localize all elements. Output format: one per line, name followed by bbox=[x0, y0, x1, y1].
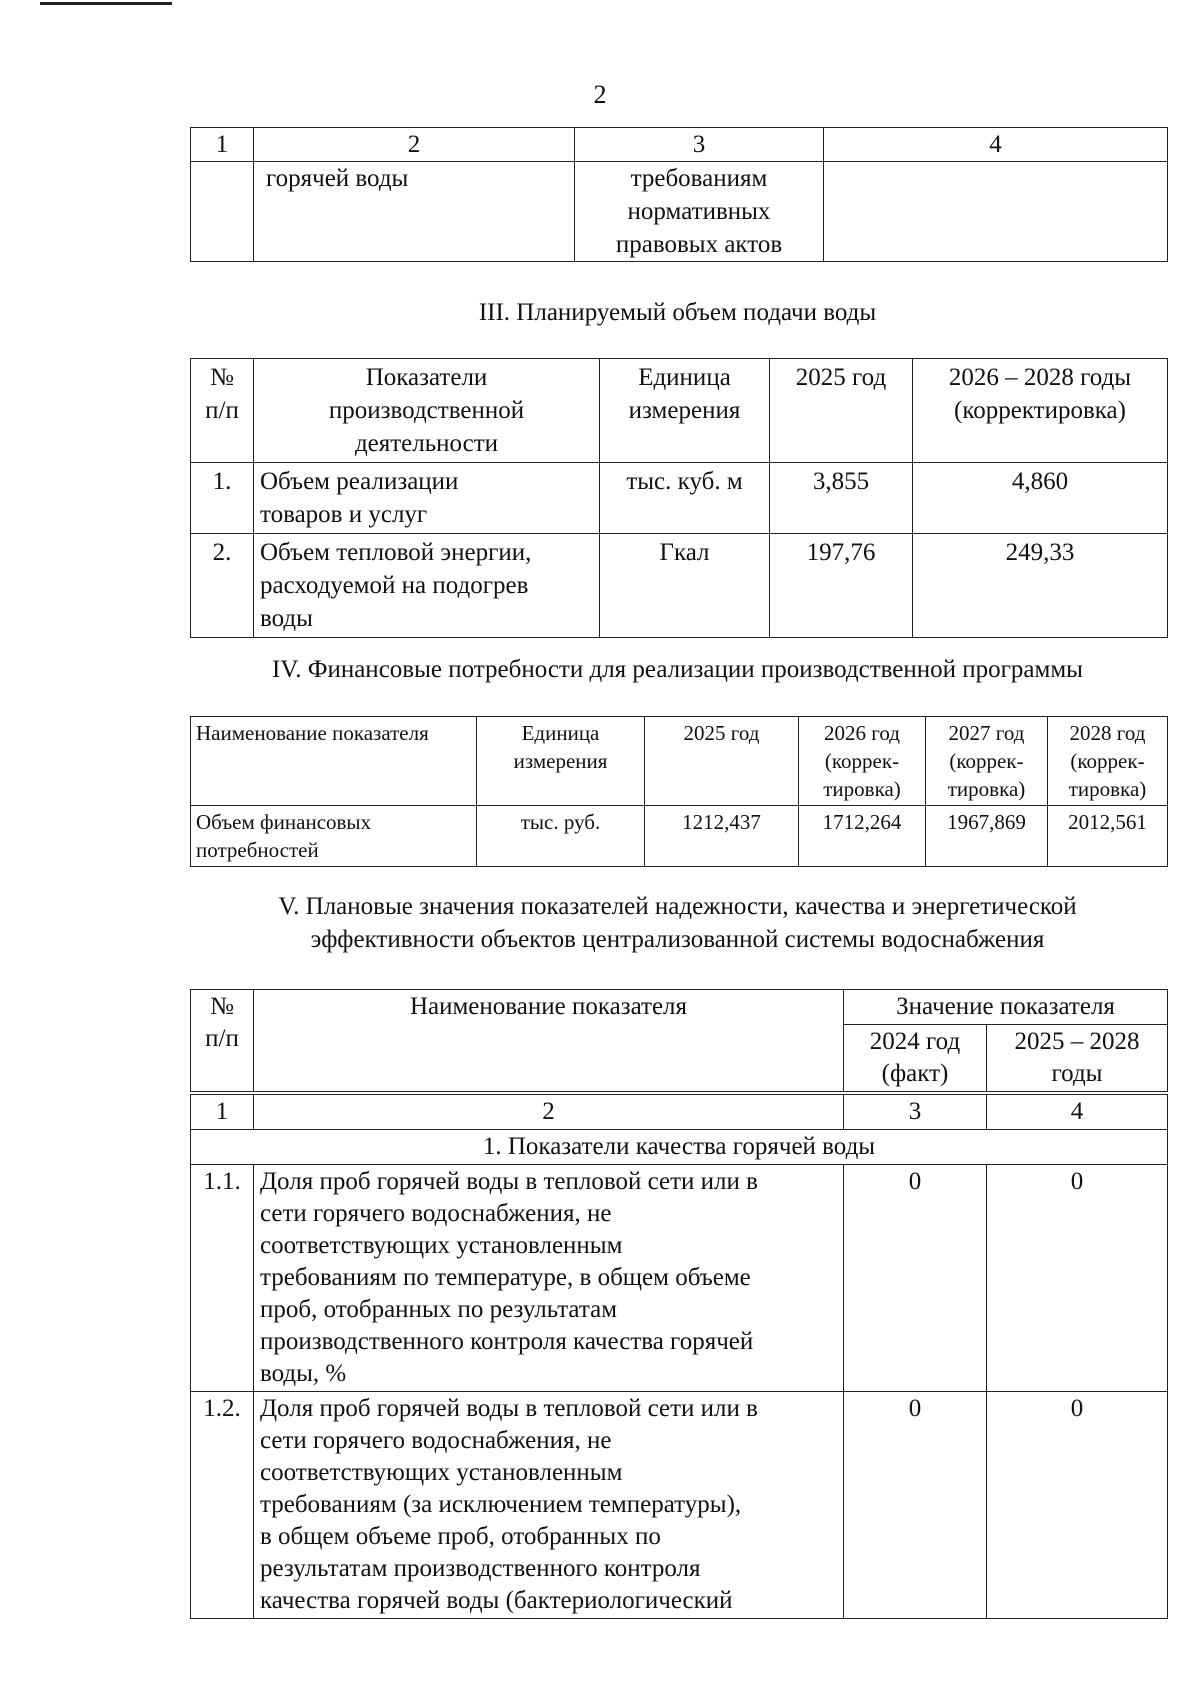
header-line: 2024 год bbox=[869, 1028, 961, 1055]
cell-text: горячей воды bbox=[254, 162, 575, 262]
cell-line: требованиям (за исключением температуры), bbox=[260, 1491, 742, 1518]
header-line: (коррек- bbox=[949, 749, 1024, 773]
header-name: Наименование показателя bbox=[254, 990, 844, 1094]
header-line: деятельности bbox=[354, 430, 499, 457]
header-line: измерения bbox=[628, 397, 741, 424]
cell-line: сети горячего водоснабжения, не bbox=[260, 1427, 612, 1454]
header-num bbox=[191, 990, 254, 1094]
cell-line: Доля проб горячей воды в тепловой сети или в bbox=[260, 1395, 758, 1422]
header-2025: 2025 год bbox=[645, 717, 799, 806]
header-2027 bbox=[926, 717, 1048, 806]
header-line: тировка) bbox=[947, 777, 1026, 801]
header-num bbox=[191, 359, 254, 463]
row-value-2025: 1212,437 bbox=[645, 806, 799, 867]
row-value-2028: 2012,561 bbox=[1048, 806, 1168, 867]
row-value-2024: 0 bbox=[844, 1165, 987, 1392]
row-num: 1. bbox=[191, 463, 254, 534]
table-header-row bbox=[191, 128, 1168, 162]
row-unit: Гкал bbox=[600, 534, 770, 638]
table-header-row bbox=[191, 990, 1168, 1025]
header-2025: 2025 год bbox=[770, 359, 913, 463]
cell-line: нормативных bbox=[627, 198, 771, 225]
table-header-row bbox=[191, 717, 1168, 806]
header-line: 2027 год bbox=[948, 721, 1025, 745]
row-value-2025-2028: 0 bbox=[987, 1165, 1168, 1392]
cell-line: Доля проб горячей воды в тепловой сети или в bbox=[260, 1168, 758, 1195]
row-num: 1.1. bbox=[191, 1165, 254, 1392]
cell-text bbox=[575, 162, 824, 262]
header-line: Единица bbox=[521, 721, 600, 745]
header-2025-2028 bbox=[987, 1025, 1168, 1094]
table-header-row bbox=[191, 359, 1168, 463]
header-2024 bbox=[844, 1025, 987, 1094]
header-2026-2028 bbox=[913, 359, 1168, 463]
header-line: (корректировка) bbox=[954, 397, 1126, 424]
header-line: п/п bbox=[205, 1025, 239, 1052]
header-unit bbox=[600, 359, 770, 463]
table-row bbox=[191, 806, 1168, 867]
cell-line: соответствующих установленным bbox=[260, 1232, 623, 1259]
section4-title: IV. Финансовые потребности для реализации производственной программы bbox=[272, 656, 1083, 683]
header-line: № bbox=[210, 364, 234, 391]
header-value-group: Значение показателя bbox=[844, 990, 1168, 1025]
header-line: измерения bbox=[513, 749, 608, 773]
cell-line: Объем финансовых bbox=[196, 810, 372, 834]
col-number: 2 bbox=[254, 128, 575, 162]
col-number: 1 bbox=[191, 1093, 254, 1130]
row-value-2025-2028: 0 bbox=[987, 1392, 1168, 1619]
cell-line: сети горячего водоснабжения, не bbox=[260, 1200, 612, 1227]
cell-line: в общем объеме проб, отобранных по bbox=[260, 1523, 661, 1550]
group-title: 1. Показатели качества горячей воды bbox=[191, 1130, 1168, 1165]
title-line: V. Плановые значения показателей надежности, качества и энергетической bbox=[278, 893, 1077, 920]
row-num: 1.2. bbox=[191, 1392, 254, 1619]
cell-line: расходуемой на подогрев bbox=[260, 572, 529, 599]
cell-line: качества горячей воды (бактериологический bbox=[260, 1587, 733, 1614]
corner-mark bbox=[40, 2, 172, 5]
continuation-table bbox=[190, 127, 1168, 262]
table-row bbox=[191, 162, 1168, 262]
header-2028 bbox=[1048, 717, 1168, 806]
section5-table bbox=[190, 989, 1168, 1619]
row-value-2027: 1967,869 bbox=[926, 806, 1048, 867]
page-number: 2 bbox=[593, 80, 607, 109]
row-value-2025: 197,76 bbox=[770, 534, 913, 638]
header-line: производственной bbox=[328, 397, 525, 424]
col-number: 1 bbox=[191, 128, 254, 162]
cell-line: товаров и услуг bbox=[260, 501, 428, 528]
cell-line: производственного контроля качества горячей bbox=[260, 1328, 754, 1355]
header-line: годы bbox=[1051, 1060, 1103, 1087]
row-name bbox=[254, 463, 600, 534]
section3-table bbox=[190, 358, 1168, 638]
header-unit bbox=[477, 717, 645, 806]
row-name bbox=[254, 1165, 844, 1392]
cell-line: проб, отобранных по результатам bbox=[260, 1296, 618, 1323]
col-number: 4 bbox=[824, 128, 1168, 162]
row-unit: тыс. куб. м bbox=[600, 463, 770, 534]
row-name bbox=[191, 806, 477, 867]
header-line: тировка) bbox=[1068, 777, 1147, 801]
cell-line: требованиям bbox=[630, 165, 768, 192]
cell-empty bbox=[191, 162, 254, 262]
table-row bbox=[191, 1392, 1168, 1619]
cell-line: правовых актов bbox=[615, 231, 783, 258]
table-row bbox=[191, 1165, 1168, 1392]
row-value-2026-2028: 249,33 bbox=[913, 534, 1168, 638]
cell-line: воды, % bbox=[260, 1360, 347, 1387]
row-value-2025: 3,855 bbox=[770, 463, 913, 534]
cell-line: соответствующих установленным bbox=[260, 1459, 623, 1486]
header-line: Единица bbox=[638, 364, 731, 391]
group-row bbox=[191, 1130, 1168, 1165]
section4-table bbox=[190, 716, 1168, 867]
cell-line: потребностей bbox=[196, 838, 319, 862]
header-line: № bbox=[210, 993, 234, 1020]
table-row bbox=[191, 463, 1168, 534]
header-line: (коррек- bbox=[1070, 749, 1145, 773]
header-name: Наименование показателя bbox=[191, 717, 477, 806]
row-value-2024: 0 bbox=[844, 1392, 987, 1619]
row-unit: тыс. руб. bbox=[477, 806, 645, 867]
header-line: п/п bbox=[205, 397, 239, 424]
row-num: 2. bbox=[191, 534, 254, 638]
cell-line: требованиям по температуре, в общем объеме bbox=[260, 1264, 751, 1291]
cell-line: Объем тепловой энергии, bbox=[260, 539, 532, 566]
header-line: (факт) bbox=[881, 1060, 949, 1087]
cell-line: воды bbox=[260, 605, 313, 632]
header-2026 bbox=[799, 717, 926, 806]
cell-line: результатам производственного контроля bbox=[260, 1555, 701, 1582]
header-indicator bbox=[254, 359, 600, 463]
row-name bbox=[254, 1392, 844, 1619]
cell-line: Объем реализации bbox=[260, 468, 459, 495]
column-number-row bbox=[191, 1093, 1168, 1130]
header-line: 2025 – 2028 bbox=[1014, 1028, 1140, 1055]
header-line: 2028 год bbox=[1069, 721, 1146, 745]
row-name bbox=[254, 534, 600, 638]
row-value-2026: 1712,264 bbox=[799, 806, 926, 867]
table-row bbox=[191, 534, 1168, 638]
row-value-2026-2028: 4,860 bbox=[913, 463, 1168, 534]
col-number: 3 bbox=[575, 128, 824, 162]
col-number: 4 bbox=[987, 1093, 1168, 1130]
col-number: 2 bbox=[254, 1093, 844, 1130]
col-number: 3 bbox=[844, 1093, 987, 1130]
title-line: эффективности объектов централизованной системы водоснабжения bbox=[310, 926, 1045, 953]
header-line: (коррек- bbox=[824, 749, 900, 773]
header-line: Показатели bbox=[365, 364, 488, 391]
header-line: 2026 год bbox=[824, 721, 900, 745]
cell-empty bbox=[824, 162, 1168, 262]
header-line: 2026 – 2028 годы bbox=[948, 364, 1132, 391]
section3-title: III. Планируемый объем подачи воды bbox=[478, 299, 877, 326]
header-line: тировка) bbox=[823, 777, 901, 801]
section5-title bbox=[190, 890, 1165, 956]
